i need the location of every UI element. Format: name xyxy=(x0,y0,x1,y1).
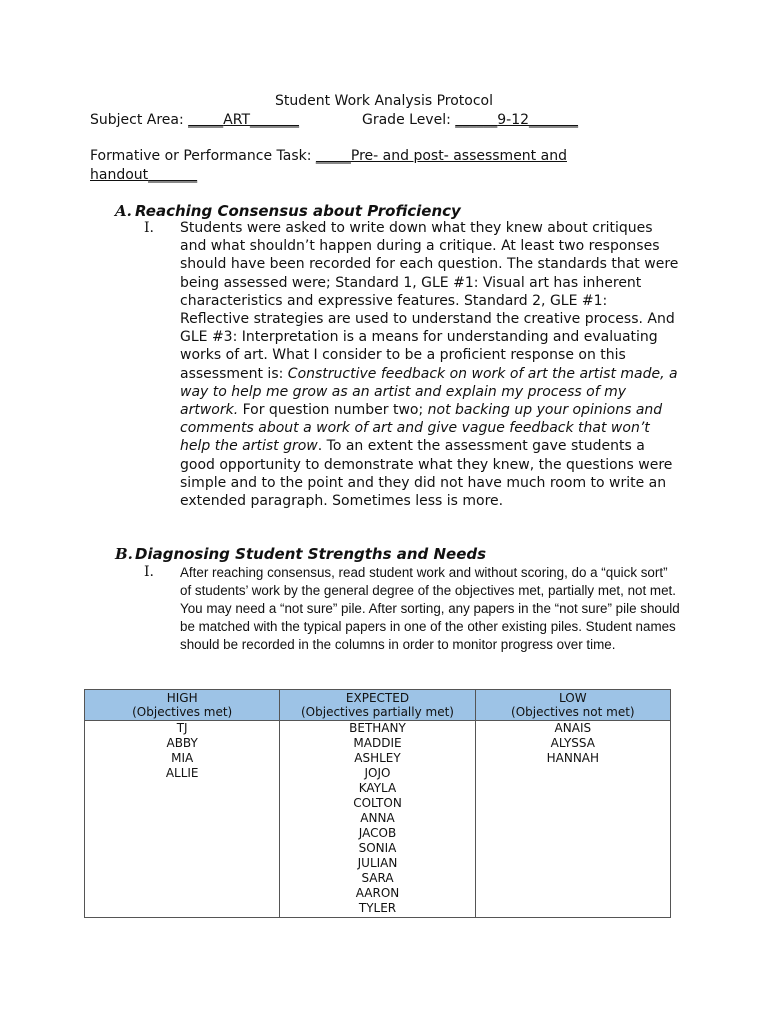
student-name: JACOB xyxy=(358,826,397,840)
student-name: JOJO xyxy=(364,766,391,780)
grade-level-line xyxy=(362,112,578,128)
subject-area-blank-post: _______ xyxy=(250,112,300,128)
student-name: ABBY xyxy=(166,736,198,750)
student-name: TYLER xyxy=(358,901,397,915)
student-name: ALLIE xyxy=(165,766,199,780)
section-b-letter: B. xyxy=(115,545,133,563)
expected-students-cell xyxy=(280,721,475,918)
column-subtitle: (Objectives partially met) xyxy=(300,705,454,719)
task-line-1 xyxy=(90,148,567,164)
task-value-line2: handout xyxy=(90,167,149,183)
section-a-paragraph xyxy=(180,219,680,510)
student-name: SONIA xyxy=(358,841,397,855)
grade-level-value: 9-12 xyxy=(497,112,530,128)
column-header-low xyxy=(475,690,670,721)
section-b-heading xyxy=(115,545,486,563)
column-subtitle: (Objectives met) xyxy=(132,705,233,719)
section-b-item-number: I. xyxy=(144,564,154,580)
column-subtitle: (Objectives not met) xyxy=(511,705,635,719)
section-a-heading xyxy=(115,202,461,220)
column-header-high xyxy=(85,690,280,721)
section-a-italic-1: Constructive feedback on work of art the artist made, a way to help me grow as an artist and explain my process of my artwork. xyxy=(180,365,678,419)
subject-area-line xyxy=(90,112,299,128)
table-header-row xyxy=(85,690,671,721)
task-label: Formative or Performance Task: xyxy=(90,148,316,164)
section-b-paragraph: After reaching consensus, read student work and without scoring, do a “quick sort” of students’ work by the general degree of the objectives met, partially met, not met. You may need a “not sure” pile. After sorting, any papers in the “not sure” pile should be matched with the typical papers in one of the other existing piles. Student names should be recorded in the columns in order to monitor progress over time. xyxy=(180,565,680,652)
section-a-italic-2: not backing up your opinions and comments about a work of art and give vague feedback that won’t help the artist grow xyxy=(180,402,663,455)
document-title: Student Work Analysis Protocol xyxy=(274,93,493,109)
student-name: AARON xyxy=(355,886,400,900)
student-name: ANNA xyxy=(360,811,395,825)
section-a-text-3: . To an extent the assessment gave students a good opportunity to demonstrate what they knew, the questions were simple and to the point and they did not have much room to write an extended paragraph. Sometimes less is more. xyxy=(180,438,673,510)
student-name: BETHANY xyxy=(349,721,406,735)
student-name: ALYSSA xyxy=(550,736,595,750)
grade-level-label: Grade Level: xyxy=(362,112,456,128)
student-name: JULIAN xyxy=(357,856,398,870)
task-value-line1: Pre- and post- assessment and xyxy=(350,148,567,164)
column-title: LOW xyxy=(559,691,587,705)
section-a-text-2: For question number two; xyxy=(238,402,428,419)
quick-sort-table xyxy=(84,689,671,918)
student-name: MIA xyxy=(171,751,194,765)
task-line-2 xyxy=(90,167,197,183)
table-row xyxy=(85,721,671,918)
student-name: HANNAH xyxy=(546,751,600,765)
subject-area-label: Subject Area: xyxy=(90,112,189,128)
student-name: ANAIS xyxy=(554,721,592,735)
student-name: SARA xyxy=(361,871,394,885)
column-header-expected xyxy=(280,690,475,721)
student-name: ASHLEY xyxy=(354,751,401,765)
column-title: EXPECTED xyxy=(345,691,410,705)
task-blank-post: _______ xyxy=(148,167,198,183)
section-b-title: Diagnosing Student Strengths and Needs xyxy=(135,545,487,563)
student-name: COLTON xyxy=(353,796,402,810)
section-a-title: Reaching Consensus about Proficiency xyxy=(135,202,461,220)
student-name: KAYLA xyxy=(358,781,397,795)
section-a-letter: A. xyxy=(115,202,132,220)
low-students-cell xyxy=(475,721,670,918)
task-blank-pre: _____ xyxy=(315,148,351,164)
high-students-cell xyxy=(85,721,280,918)
student-name: MADDIE xyxy=(353,736,402,750)
grade-level-blank-pre: ______ xyxy=(455,112,498,128)
section-a-item-number: I. xyxy=(144,220,154,236)
student-name: TJ xyxy=(176,721,188,735)
column-title: HIGH xyxy=(166,691,198,705)
subject-area-value: ART xyxy=(223,112,251,128)
section-a-text-1: Students were asked to write down what they knew about critiques and what shouldn’t happen during a critique. At least two responses should have been recorded for each question. The standards that were being assessed were; Standard 1, GLE #1: Visual art has inherent characteristics and expressive features. Standard 2, GLE #1: Reflective strategies are used to understand the creative process. And GLE #3: Interpretation is a means for understanding and evaluating works of art. What I consider to be a proficient response on this assessment is: xyxy=(180,220,679,382)
subject-area-blank-pre: _____ xyxy=(188,112,224,128)
grade-level-blank-post: _______ xyxy=(529,112,579,128)
